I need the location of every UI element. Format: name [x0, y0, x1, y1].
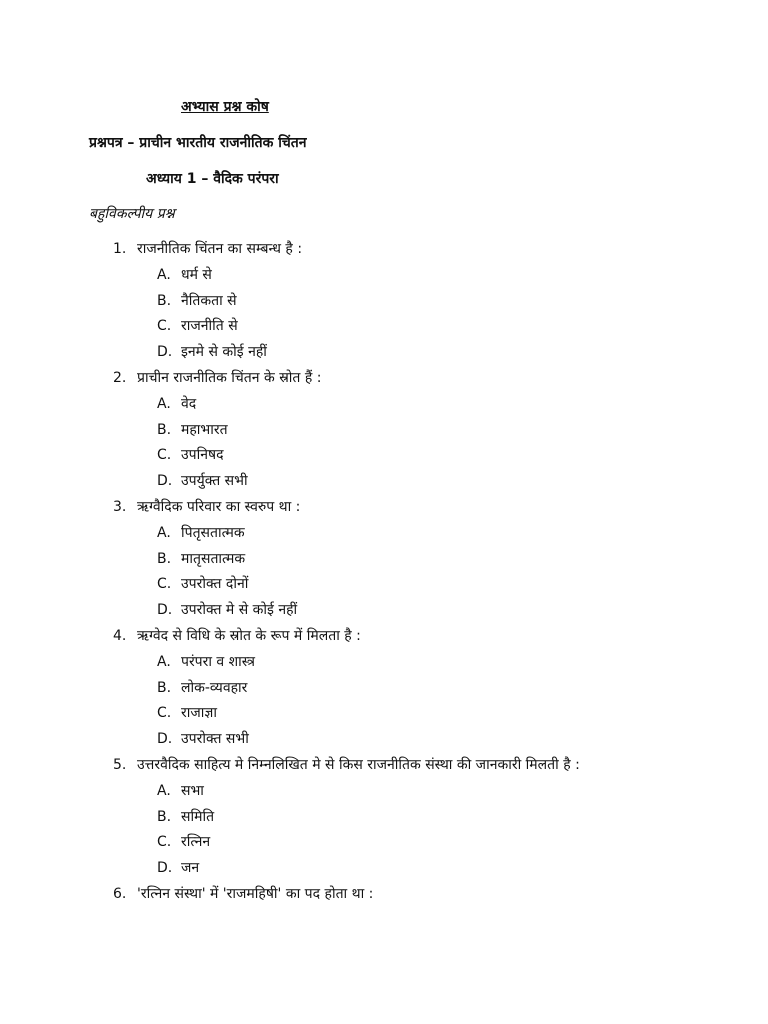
- option-text: इनमे से कोई नहीं: [181, 344, 267, 360]
- chapter-title: अध्याय 1 – वैदिक परंपरा: [146, 171, 279, 187]
- option-label: C.: [157, 834, 172, 850]
- option-text: राजनीति से: [181, 318, 238, 334]
- option-label: D.: [157, 731, 173, 747]
- question-text: प्राचीन राजनीतिक चिंतन के स्रोत हैं :: [137, 370, 322, 386]
- document-title: अभ्यास प्रश्न कोष: [181, 99, 269, 115]
- option-label: B.: [157, 680, 172, 696]
- option-label: C.: [157, 705, 172, 721]
- option-label: C.: [157, 318, 172, 334]
- option-label: A.: [157, 783, 171, 799]
- option-text: उपरोक्त दोनों: [181, 576, 249, 592]
- question-number: 4.: [113, 628, 127, 644]
- option-text: समिति: [181, 809, 215, 825]
- option-text: सभा: [181, 783, 204, 799]
- option-label: D.: [157, 602, 173, 618]
- paper-title: प्रश्नपत्र – प्राचीन भारतीय राजनीतिक चिंतन: [89, 135, 307, 151]
- option-label: D.: [157, 344, 173, 360]
- option-text: पितृसतात्मक: [181, 525, 245, 541]
- option-text: राजाज्ञा: [181, 705, 217, 721]
- option-text: परंपरा व शास्त्र: [181, 654, 255, 670]
- option-text: नैतिकता से: [181, 293, 237, 309]
- option-label: B.: [157, 551, 172, 567]
- option-text: महाभारत: [181, 422, 228, 438]
- question-text: राजनीतिक चिंतन का सम्बन्ध है :: [137, 241, 303, 257]
- question-text: उत्तरवैदिक साहित्य मे निम्नलिखित मे से किस राजनीतिक संस्था की जानकारी मिलती है :: [137, 757, 580, 773]
- section-heading: बहुविकल्पीय प्रश्न: [89, 206, 175, 222]
- option-label: A.: [157, 267, 171, 283]
- question-number: 3.: [113, 499, 127, 515]
- question-text: ऋग्वेद से विधि के स्रोत के रूप में मिलता है :: [137, 628, 361, 644]
- option-text: रत्निन: [181, 834, 211, 850]
- option-label: B.: [157, 422, 172, 438]
- question-number: 1.: [113, 241, 127, 257]
- option-text: धर्म से: [181, 267, 212, 283]
- option-label: D.: [157, 860, 173, 876]
- question-number: 5.: [113, 757, 127, 773]
- option-label: A.: [157, 396, 171, 412]
- option-label: D.: [157, 473, 173, 489]
- question-number: 6.: [113, 886, 127, 902]
- question-number: 2.: [113, 370, 127, 386]
- question-text: ऋग्वैदिक परिवार का स्वरुप था :: [137, 499, 301, 515]
- option-label: A.: [157, 525, 171, 541]
- option-label: C.: [157, 447, 172, 463]
- option-text: जन: [181, 860, 200, 876]
- option-text: उपरोक्त सभी: [181, 731, 249, 747]
- option-text: उपनिषद: [181, 447, 224, 463]
- option-text: लोक-व्यवहार: [181, 680, 248, 696]
- option-label: A.: [157, 654, 171, 670]
- option-label: C.: [157, 576, 172, 592]
- option-text: उपरोक्त मे से कोई नहीं: [181, 602, 298, 618]
- option-label: B.: [157, 293, 172, 309]
- option-text: वेद: [181, 396, 197, 412]
- option-text: उपर्युक्त सभी: [181, 473, 248, 489]
- option-text: मातृसतात्मक: [181, 551, 246, 567]
- question-text: 'रत्निन संस्था' में 'राजमहिषी' का पद होता था :: [137, 886, 374, 902]
- option-label: B.: [157, 809, 172, 825]
